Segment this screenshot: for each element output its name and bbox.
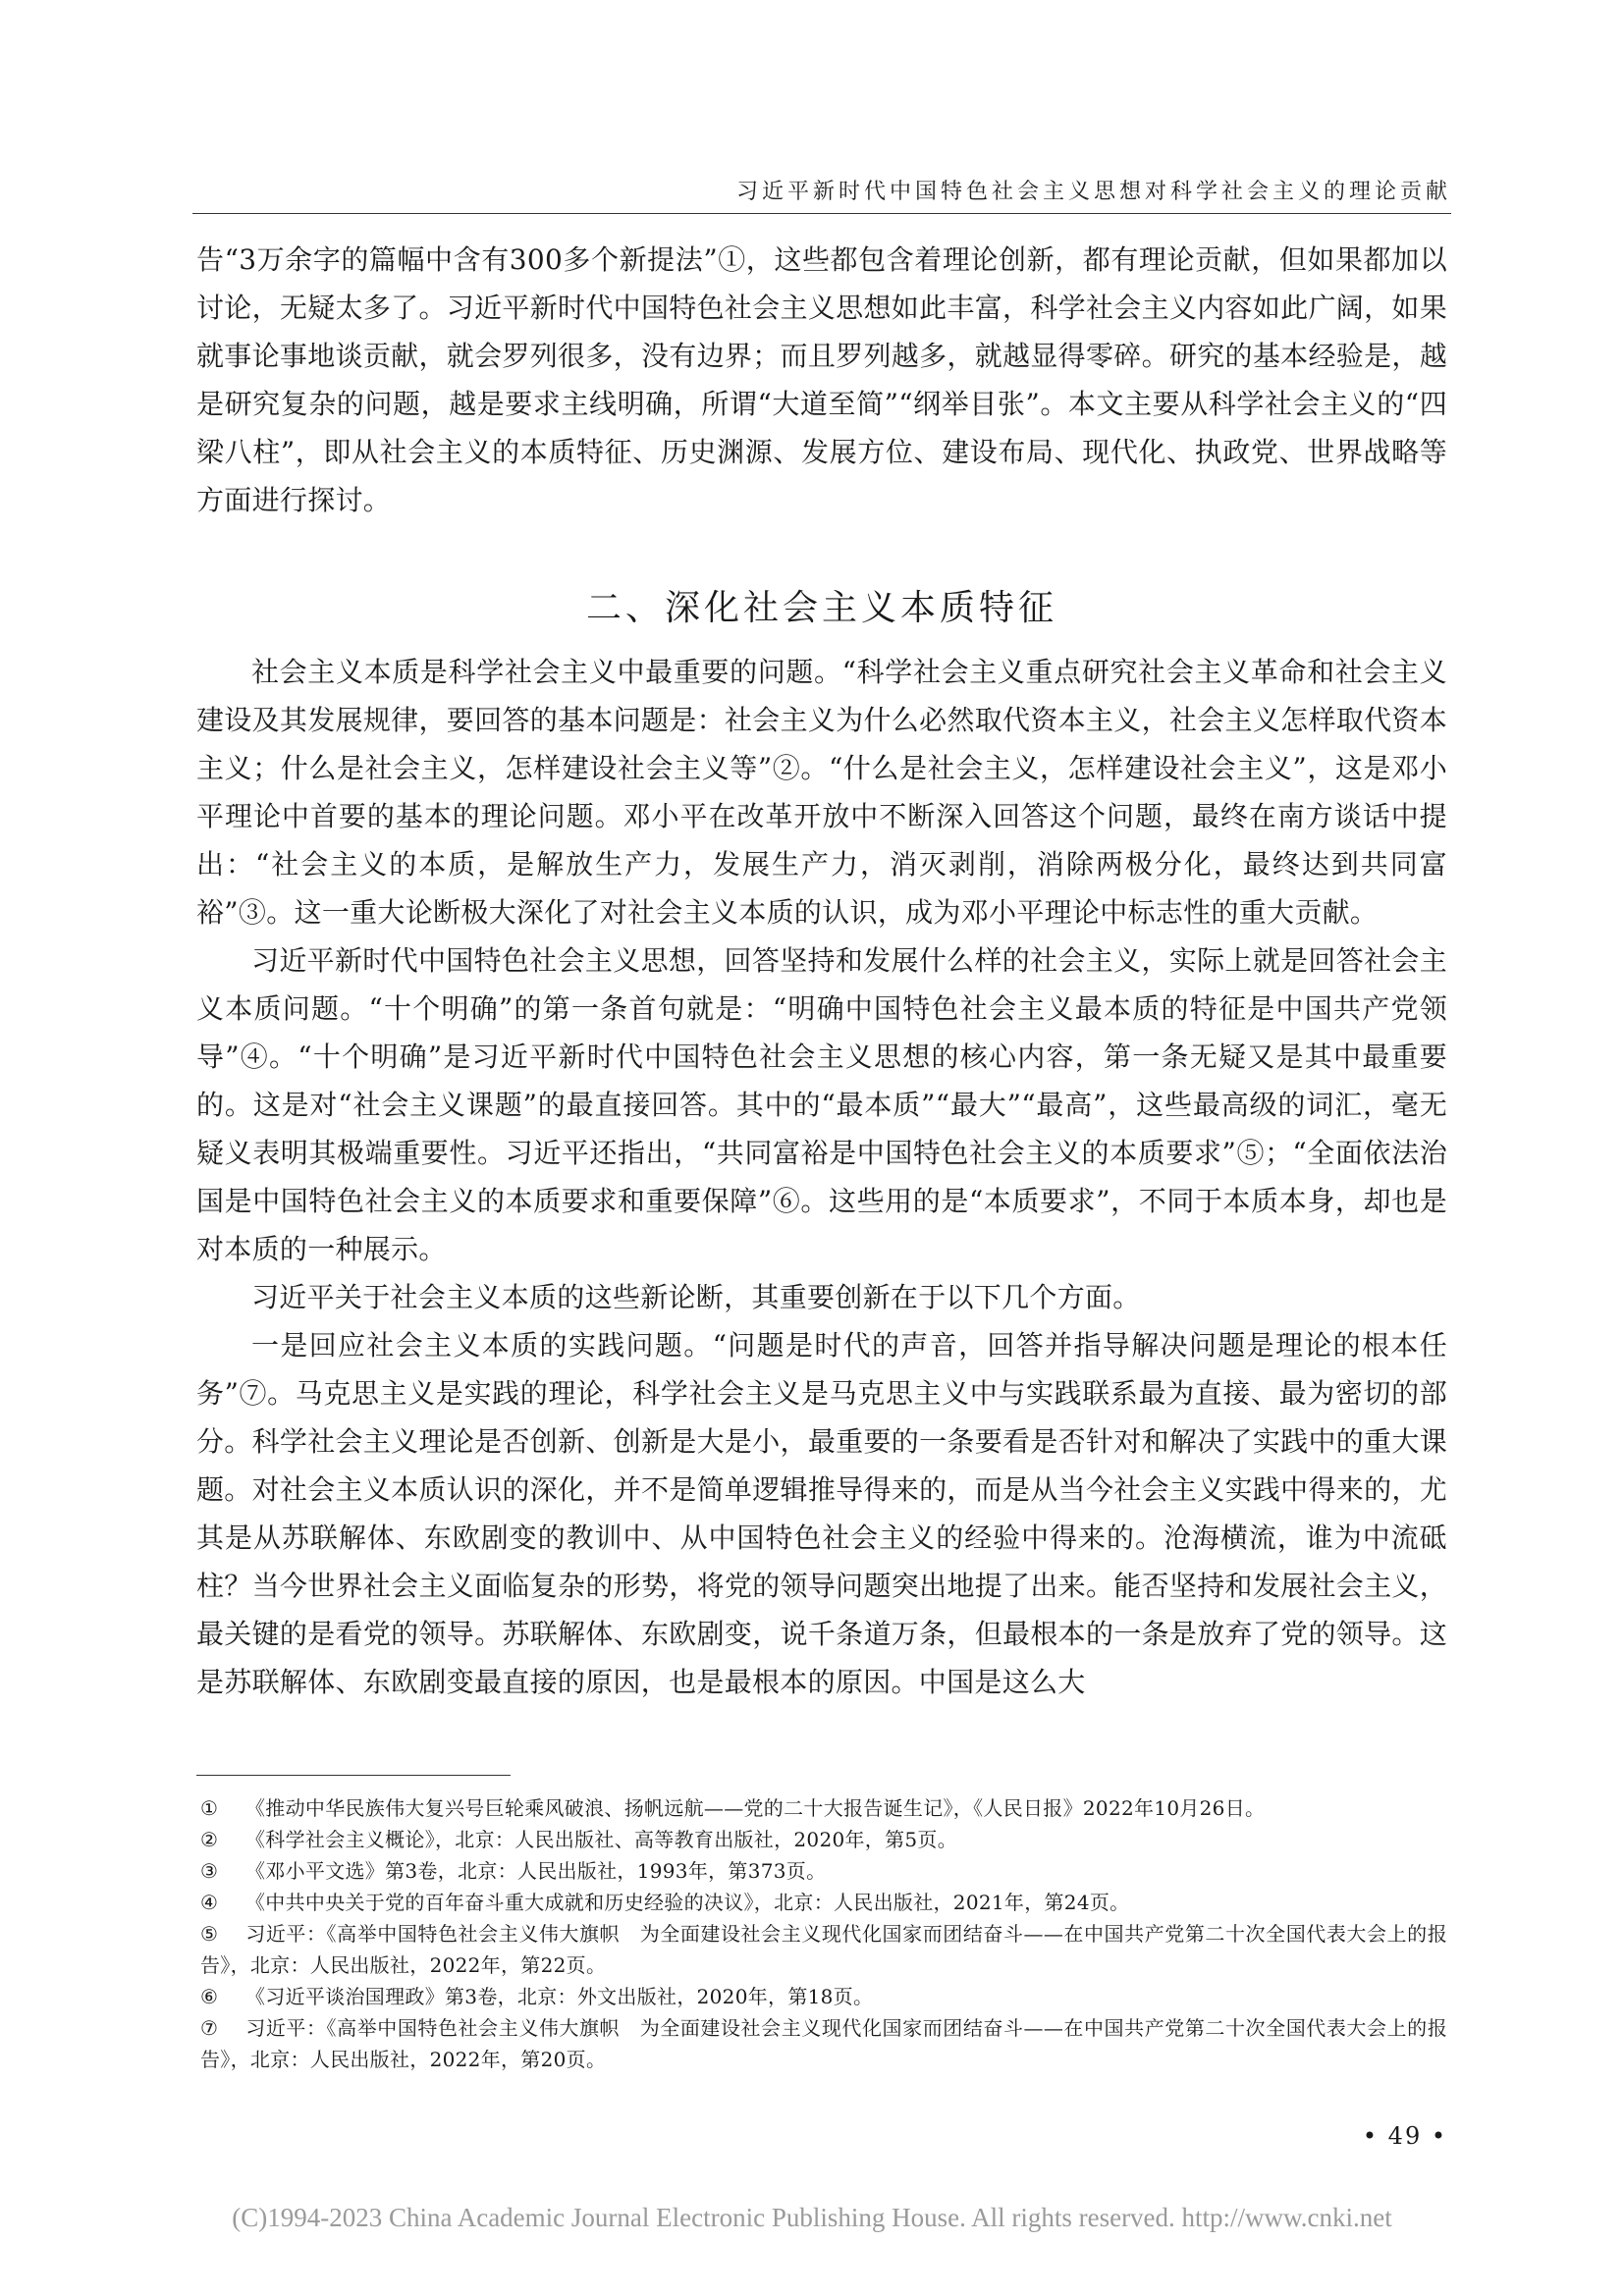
footnote-text: 习近平：《高举中国特色社会主义伟大旗帜 为全面建设社会主义现代化国家而团结奋斗——在中国共产党第二十次全国代表大会上的报告》，北京：人民出版社，2022年，第20页。: [200, 2016, 1447, 2071]
body-paragraph: 社会主义本质是科学社会主义中最重要的问题。“科学社会主义重点研究社会主义革命和社会主义建设及其发展规律，要回答的基本问题是：社会主义为什么必然取代资本主义，社会主义怎样取代资本主义；什么是社会主义，怎样建设社会主义等”②。“什么是社会主义，怎样建设社会主义”，这是邓小平理论中首要的基本的理论问题。邓小平在改革开放中不断深入回答这个问题，最终在南方谈话中提出：“社会主义的本质，是解放生产力，发展生产力，消灭剥削，消除两极分化，最终达到共同富裕”③。这一重大论断极大深化了对社会主义本质的认识，成为邓小平理论中标志性的重大贡献。: [196, 656, 1447, 929]
intro-paragraph: 告“3万余字的篇幅中含有300多个新提法”①，这些都包含着理论创新，都有理论贡献，但如果都加以讨论，无疑太多了。习近平新时代中国特色社会主义思想如此丰富，科学社会主义内容如此广阔，如果就事论事地谈贡献，就会罗列很多，没有边界；而且罗列越多，就越显得零碎。研究的基本经验是，越是研究复杂的问题，越是要求主线明确，所谓“大道至简”“纲举目张”。本文主要从科学社会主义的“四梁八柱”，即从社会主义的本质特征、历史渊源、发展方位、建设布局、现代化、执政党、世界战略等方面进行探讨。: [196, 243, 1447, 516]
footnote-number: ⑦: [200, 2016, 219, 2040]
footnote-item: [196, 1824, 1447, 1855]
footnote-divider: [196, 1775, 511, 1776]
footnote-item: [196, 1918, 1447, 1981]
footnote-item: [196, 2012, 1447, 2075]
page-number: • 49 •: [1362, 2122, 1447, 2150]
footnote-number: ⑤: [200, 1922, 219, 1946]
footnote-item: [196, 1792, 1447, 1824]
footnote-number: ③: [200, 1859, 219, 1883]
footnote-number: ①: [200, 1796, 219, 1820]
footnote-text: 《习近平谈治国理政》第3卷，北京：外文出版社，2020年，第18页。: [245, 1985, 874, 2008]
running-header: 习近平新时代中国特色社会主义思想对科学社会主义的理论贡献: [735, 180, 1451, 204]
footnote-item: [196, 1855, 1447, 1887]
copyright-footer: (C)1994-2023 China Academic Journal Electronic Publishing House. All rights reserved. http://www.cnki.net: [232, 2203, 1392, 2232]
body-paragraph: 一是回应社会主义本质的实践问题。“问题是时代的声音，回答并指导解决问题是理论的根本任务”⑦。马克思主义是实践的理论，科学社会主义是马克思主义中与实践联系最为直接、最为密切的部分。科学社会主义理论是否创新、创新是大是小，最重要的一条要看是否针对和解决了实践中的重大课题。对社会主义本质认识的深化，并不是简单逻辑推导得来的，而是从当今社会主义实践中得来的，尤其是从苏联解体、东欧剧变的教训中、从中国特色社会主义的经验中得来的。沧海横流，谁为中流砥柱？当今世界社会主义面临复杂的形势，将党的领导问题突出地提了出来。能否坚持和发展社会主义，最关键的是看党的领导。苏联解体、东欧剧变，说千条道万条，但最根本的一条是放弃了党的领导。这是苏联解体、东欧剧变最直接的原因，也是最根本的原因。中国是这么大: [196, 1329, 1447, 1698]
intro-block: [196, 236, 1447, 524]
footnote-number: ⑥: [200, 1985, 219, 2008]
footnote-text: 《中共中央关于党的百年奋斗重大成就和历史经验的决议》，北京：人民出版社，2021年，第24页。: [245, 1891, 1130, 1914]
footnote-item: [196, 1887, 1447, 1918]
footnote-number: ②: [200, 1828, 219, 1851]
footnotes: [196, 1792, 1447, 2075]
footnote-number: ④: [200, 1891, 219, 1914]
footnote-text: 习近平：《高举中国特色社会主义伟大旗帜 为全面建设社会主义现代化国家而团结奋斗——在中国共产党第二十次全国代表大会上的报告》，北京：人民出版社，2022年，第22页。: [200, 1922, 1447, 1977]
footnote-text: 《科学社会主义概论》，北京：人民出版社、高等教育出版社，2020年，第5页。: [245, 1828, 958, 1851]
footnote-item: [196, 1981, 1447, 2012]
body-paragraph: 习近平关于社会主义本质的这些新论断，其重要创新在于以下几个方面。: [251, 1281, 1141, 1313]
main-body: [196, 648, 1447, 1706]
section-title: 二、深化社会主义本质特征: [585, 588, 1057, 628]
footnote-text: 《推动中华民族伟大复兴号巨轮乘风破浪、扬帆远航——党的二十大报告诞生记》，《人民日报》2022年10月26日。: [245, 1796, 1266, 1820]
header-divider: [192, 213, 1451, 214]
footnote-text: 《邓小平文选》第3卷，北京：人民出版社，1993年，第373页。: [245, 1859, 827, 1883]
body-paragraph: 习近平新时代中国特色社会主义思想，回答坚持和发展什么样的社会主义，实际上就是回答社会主义本质问题。“十个明确”的第一条首句就是：“明确中国特色社会主义最本质的特征是中国共产党领导”④。“十个明确”是习近平新时代中国特色社会主义思想的核心内容，第一条无疑又是其中最重要的。这是对“社会主义课题”的最直接回答。其中的“最本质”“最大”“最高”，这些最高级的词汇，毫无疑义表明其极端重要性。习近平还指出，“共同富裕是中国特色社会主义的本质要求”⑤；“全面依法治国是中国特色社会主义的本质要求和重要保障”⑥。这些用的是“本质要求”，不同于本质本身，却也是对本质的一种展示。: [196, 944, 1447, 1265]
